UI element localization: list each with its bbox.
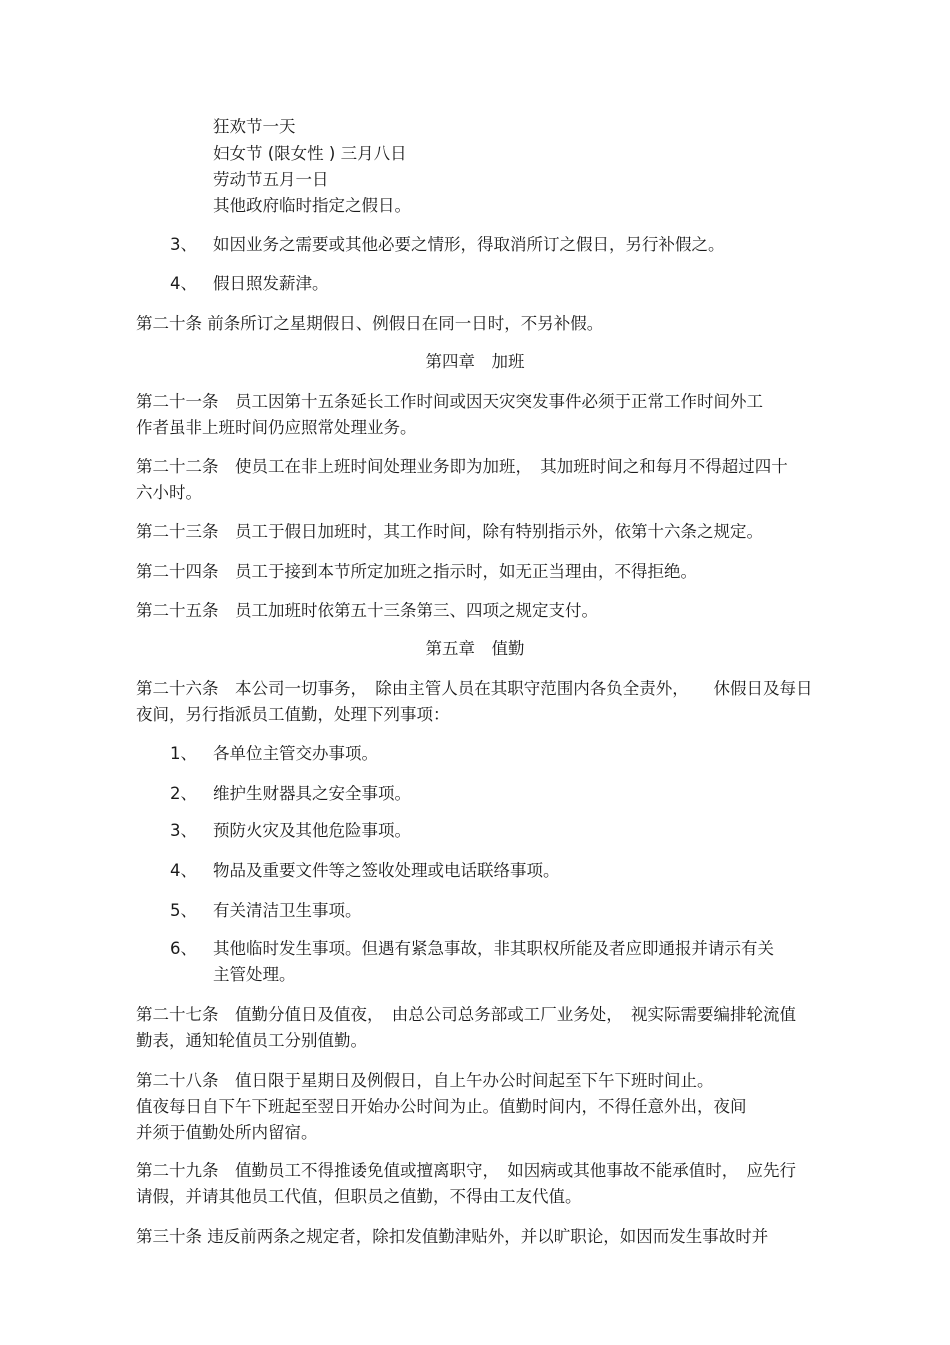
article-24: 第二十四条 员工于接到本节所定加班之指示时，如无正当理由，不得拒绝。 bbox=[136, 562, 697, 581]
article-30: 第三十条 违反前两条之规定者，除扣发值勤津贴外，并以旷职论，如因而发生事故时并 bbox=[136, 1227, 769, 1246]
article-29-line: 第二十九条 值勤员工不得推诿免值或擅离职守， 如因病或其他事故不能承值时， 应先行 bbox=[136, 1161, 796, 1180]
list-item-text: 物品及重要文件等之签收处理或电话联络事项。 bbox=[213, 861, 560, 880]
article-26-line: 夜间，另行指派员工值勤，处理下列事项： bbox=[136, 705, 450, 724]
list-item-text: 维护生财器具之安全事项。 bbox=[213, 784, 411, 803]
list-item-continuation: 主管处理。 bbox=[213, 965, 296, 984]
article-27-line: 第二十七条 值勤分值日及值夜， 由总公司总务部或工厂业务处， 视实际需要编排轮流值 bbox=[136, 1005, 796, 1024]
article-26-line: 第二十六条 本公司一切事务， 除由主管人员在其职守范围内各负全责外， 休假日及每日 bbox=[136, 679, 813, 698]
list-number: 3、 bbox=[170, 235, 197, 254]
list-number: 3、 bbox=[170, 821, 197, 840]
article-28-line: 并须于值勤处所内留宿。 bbox=[136, 1123, 318, 1142]
article-28-line: 第二十八条 值日限于星期日及例假日，自上午办公时间起至下午下班时间止。 bbox=[136, 1071, 714, 1090]
list-number: 4、 bbox=[170, 274, 197, 293]
list-item-text: 如因业务之需要或其他必要之情形，得取消所订之假日，另行补假之。 bbox=[213, 235, 725, 254]
list-number: 1、 bbox=[170, 744, 197, 763]
article-20: 第二十条 前条所订之星期假日、例假日在同一日时，不另补假。 bbox=[136, 314, 604, 333]
list-number: 5、 bbox=[170, 901, 197, 920]
article-25: 第二十五条 员工加班时依第五十三条第三、四项之规定支付。 bbox=[136, 601, 598, 620]
holiday-line: 劳动节五月一日 bbox=[213, 170, 329, 189]
article-29-line: 请假，并请其他员工代值，但职员之值勤，不得由工友代值。 bbox=[136, 1187, 582, 1206]
article-23: 第二十三条 员工于假日加班时，其工作时间，除有特别指示外，依第十六条之规定。 bbox=[136, 522, 763, 541]
list-item-text: 其他临时发生事项。但遇有紧急事故，非其职权所能及者应即通报并请示有关 bbox=[213, 939, 774, 958]
list-item-text: 假日照发薪津。 bbox=[213, 274, 329, 293]
list-number: 4、 bbox=[170, 861, 197, 880]
chapter-heading: 第四章 加班 bbox=[425, 352, 525, 371]
list-item-text: 预防火灾及其他危险事项。 bbox=[213, 821, 411, 840]
holiday-line: 狂欢节一天 bbox=[213, 117, 296, 136]
article-27-line: 勤表，通知轮值员工分别值勤。 bbox=[136, 1031, 367, 1050]
list-number: 6、 bbox=[170, 939, 197, 958]
article-22-line: 六小时。 bbox=[136, 483, 202, 502]
article-28-line: 值夜每日自下午下班起至翌日开始办公时间为止。值勤时间内，不得任意外出，夜间 bbox=[136, 1097, 747, 1116]
list-item-text: 有关清洁卫生事项。 bbox=[213, 901, 362, 920]
list-item-text: 各单位主管交办事项。 bbox=[213, 744, 378, 763]
article-21-line: 作者虽非上班时间仍应照常处理业务。 bbox=[136, 418, 417, 437]
holiday-line: 妇女节 (限女性 ) 三月八日 bbox=[213, 144, 407, 163]
article-22-line: 第二十二条 使员工在非上班时间处理业务即为加班， 其加班时间之和每月不得超过四十 bbox=[136, 457, 788, 476]
list-number: 2、 bbox=[170, 784, 197, 803]
article-21-line: 第二十一条 员工因第十五条延长工作时间或因天灾突发事件必须于正常工作时间外工 bbox=[136, 392, 763, 411]
chapter-heading: 第五章 值勤 bbox=[425, 639, 525, 658]
holiday-line: 其他政府临时指定之假日。 bbox=[213, 196, 411, 215]
